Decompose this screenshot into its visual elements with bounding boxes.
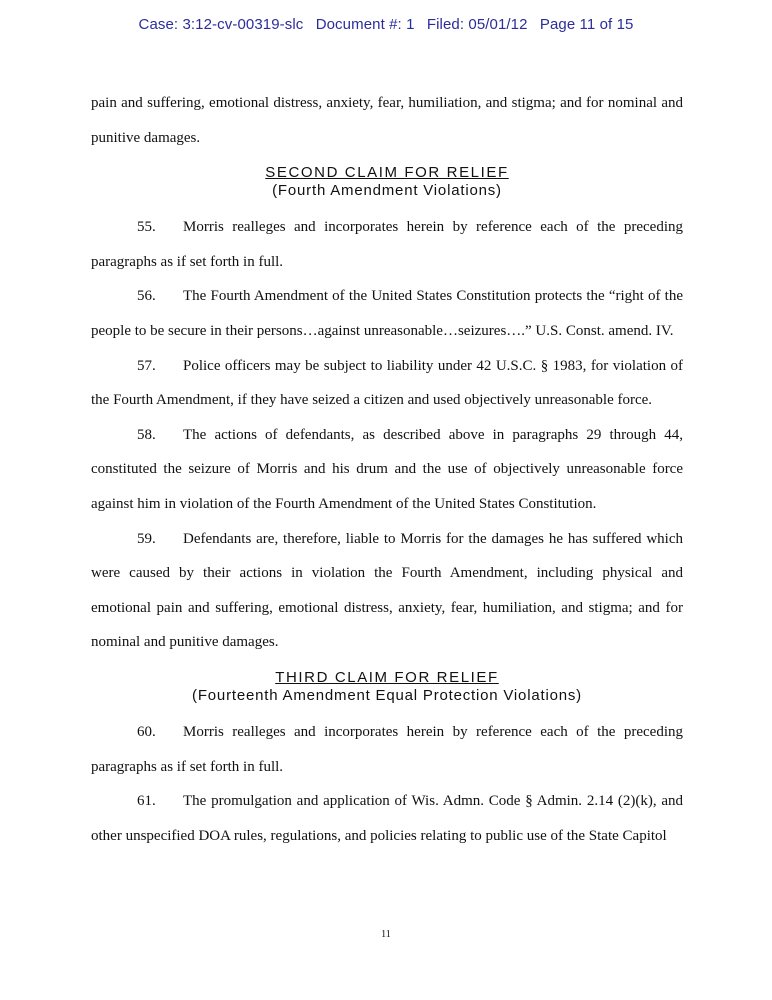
- paragraph-number: 58.: [137, 426, 156, 443]
- paragraph-number: 57.: [137, 357, 156, 374]
- case-number: Case: 3:12-cv-00319-slc: [138, 16, 304, 33]
- paragraph-57: [91, 349, 683, 418]
- paragraph-number: 59.: [137, 530, 156, 547]
- paragraph-text: The promulgation and application of Wis. Admn. Code § Admin. 2.14 (2)(k), and other unspecified DOA rules, regulations, and policies relating to public use of the State Capitol: [91, 793, 683, 844]
- third-claim-title: THIRD CLAIM FOR RELIEF: [275, 668, 499, 686]
- case-header: [0, 16, 772, 33]
- second-claim-subtitle: (Fourth Amendment Violations): [272, 182, 502, 200]
- paragraph-56: [91, 279, 683, 348]
- document-number: Document #: 1: [315, 16, 415, 33]
- page-indicator: Page 11 of 15: [539, 16, 634, 33]
- paragraph-number: 61.: [137, 793, 156, 810]
- paragraph-59: [91, 522, 683, 660]
- paragraph-number: 55.: [137, 219, 156, 236]
- paragraph-number: 60.: [137, 723, 156, 740]
- paragraph-text: Morris realleges and incorporates herein by reference each of the preceding paragraphs as if set forth in full.: [91, 723, 683, 775]
- paragraph-60: [91, 715, 683, 784]
- paragraph-58: [91, 418, 683, 522]
- second-claim-heading: [91, 164, 683, 200]
- paragraph-text: Morris realleges and incorporates herein by reference each of the preceding paragraphs as if set forth in full.: [91, 219, 683, 270]
- paragraph-text: Police officers may be subject to liability under 42 U.S.C. § 1983, for violation of the Fourth Amendment, if they have seized a citizen and used objectively unreasonable force.: [91, 357, 683, 409]
- page-number: 11: [381, 929, 391, 940]
- paragraph-text: Defendants are, therefore, liable to Morris for the damages he has suffered which were caused by their actions in violation the Fourth Amendment, including physical and emotional pain and suffering, emotional distress, anxiety, fear, humiliation, and stigma; and for nominal and punitive damages.: [91, 530, 683, 651]
- paragraph-text: The Fourth Amendment of the United States Constitution protects the “right of the people to be secure in their persons…against unreasonable…seizures….” U.S. Const. amend. IV.: [91, 288, 683, 339]
- document-body: [91, 86, 683, 853]
- third-claim-subtitle: (Fourteenth Amendment Equal Protection Violations): [192, 686, 582, 704]
- paragraph-number: 56.: [137, 288, 156, 305]
- filed-date: Filed: 05/01/12: [426, 16, 528, 33]
- paragraph-text: The actions of defendants, as described above in paragraphs 29 through 44, constituted the seizure of Morris and his drum and the use of objectively unreasonable force against him in violation of the Fourth Amendment of the United States Constitution.: [91, 426, 683, 512]
- paragraph-55: [91, 210, 683, 279]
- third-claim-heading: [91, 669, 683, 705]
- paragraph-61: [91, 784, 683, 853]
- intro-paragraph: pain and suffering, emotional distress, anxiety, fear, humiliation, and stigma; and for nominal and punitive damages.: [91, 95, 683, 146]
- second-claim-title: SECOND CLAIM FOR RELIEF: [265, 164, 509, 182]
